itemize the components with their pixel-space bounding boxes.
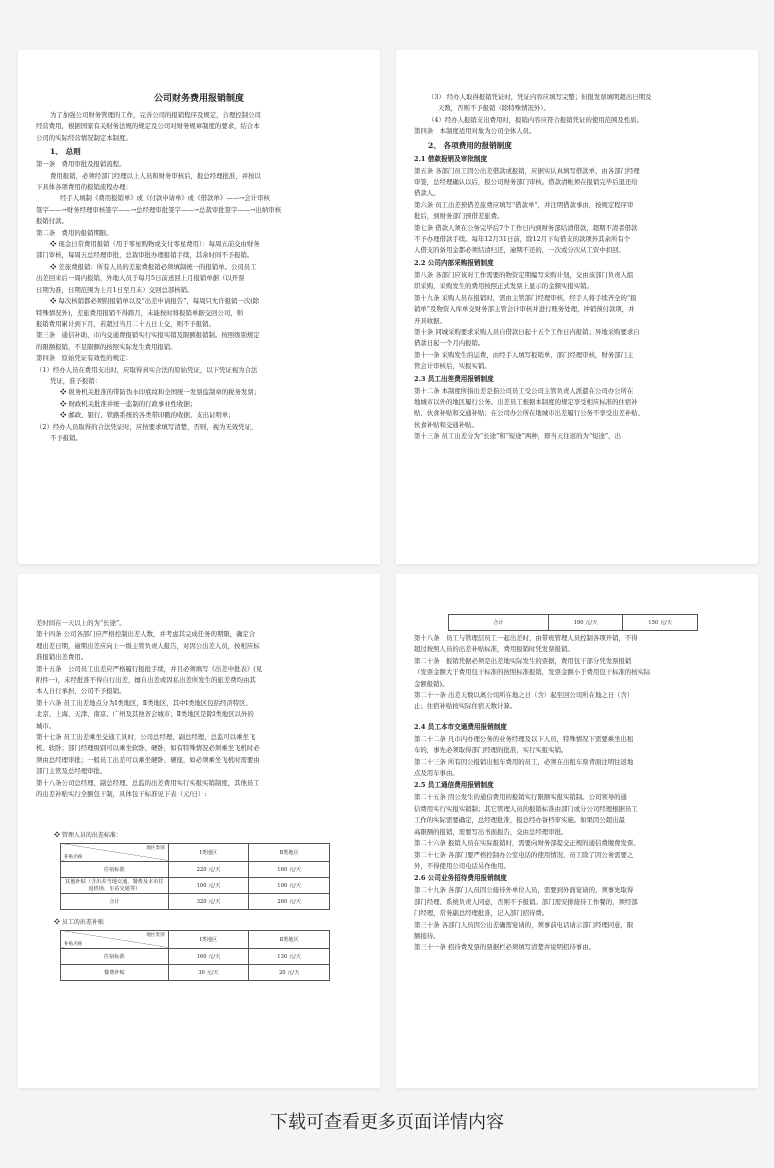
text-line: 2.1 借款报销及审批制度 [414,154,488,163]
text-line: 管会计审核后，实报实销。 [414,362,491,371]
text-line: 签字——→财务经理审核签字——→总经理审批签字——→总裁审批签字——→出纳审核 [36,205,282,214]
table-cell: 合计 [61,893,169,909]
text-line: 额接待。 [414,931,440,940]
text-line: 2.2 公司内部采购报销制度 [414,258,494,267]
text-line: ❖ 税务机关批准的带防伪水印底纹和全国统一发票监制章的税务发票； [60,388,261,397]
text-line: 第十九条 采购人员在报销时，需由主管部门经理审核，经手人将手续齐全的“报 [414,293,637,302]
table-header-cell: Ⅱ类地区 [249,930,330,948]
text-line: 2.3 员工出差费用报销制度 [414,374,494,383]
text-line: 第十二条 本制度所指出差是指公司员工受公司主管负责人派遣在公司办公所在 [414,386,634,395]
corner-top-label: 地区类别 [146,932,165,938]
text-line: 借款日起一个月内报销。 [414,339,485,348]
table-cell: 合计 [449,615,549,631]
text-line: 北京、上海、天津、南京、广州及其他省会城市；Ⅱ类地区是除Ⅰ类地区以外的 [36,710,254,719]
text-line: 第二十一条 出差天数以离公司所在地之日（含）起至回公司所在地之日（含） [414,691,634,700]
text-line: 第四条 原始凭证有效性的规定： [36,354,132,363]
corner-top-label: 地区类别 [146,845,165,851]
text-line: 金额报销)。 [414,679,449,688]
text-line: 第八条 各部门应该对工作需要的物资定期编写采购计划，交由该部门负责人组 [414,270,634,279]
page-4-body [414,633,740,954]
text-line: ❖ 每次核销都必须附报销单以及“出差申请报告”，每周只允许报销一次(除 [50,297,260,306]
text-line: ❖ 现金日常费用报销（用于零星购物或支付零星费用）：每周五前交由财务 [50,240,260,249]
staff-allowance-table [60,930,330,981]
text-line: 第一条 费用审批及报销流程。 [36,160,126,169]
text-line: 第十四条 公司各部门应严格控制出差人数，并考虑其完成任务的期限，确定合 [36,630,256,639]
text-line: 第七条 借款人须在公务完毕后7个工作日内到财务部结清借款，超期不清者借款 [414,223,638,232]
table-row [449,615,698,631]
document-page-4 [396,574,758,1088]
text-line: 贴、伙食补贴和交通补贴；在公司办公所在地城市出差履行公务不享受出差补贴、 [414,409,645,418]
table-corner-cell [61,843,169,861]
text-line: 日期为准，日期范围为上月1日至月末）交回总部核销。 [36,285,194,294]
text-line: 第十一条 采购发生的运费，由经手人填写报销单，部门经理审核，财务部门主 [414,350,634,359]
text-line: 本人自行承担，公司不予报销。 [36,687,126,696]
table-cell: 住宿标准 [61,948,169,964]
text-line: 部门经理、系统负责人同意，否则不予报销。部门需安排接待工作餐的，须经部 [414,897,638,906]
table-header-cell: Ⅰ类地区 [168,843,249,861]
text-line: 第二十六条 报销人员在实际报销时，需要向财务部提交正规的通信费缴费发票。 [414,839,640,848]
text-line: 审签，总经理确认以后，报公司财务部门审核。借款清帐须在报销完毕后退还给 [414,178,638,187]
text-line: 下具体各项费用的报销流程办理： [36,183,132,192]
text-line: 2.6 公司业务招待费用报销制度 [414,874,507,883]
text-line: 机、软卧；部门经理级别可以乘坐软卧、硬卧，如有特殊情况必须乘坐飞机时必 [36,744,260,753]
text-line: （3） 经办人取得报销凭证时，凭证内容应填写完整；但报发票填明超出日期及 [428,93,652,101]
document-title: 公司财务费用报销制度 [153,94,244,104]
text-line: 附件一)，未经批准不得自行出差，擅自出差或因私出差所发生的旅差费均由其 [36,676,256,685]
text-line: ❖ 财政机关批准并统一监制的行政事业性收据； [60,399,197,408]
table-row [61,877,330,893]
text-line: 借款人。 [414,189,440,198]
text-line: 准报销出差费用。 [36,653,88,662]
table-header-row [61,930,330,948]
text-line: 信费用实行实报实销制；其它管理人员的报销标准由部门或分公司经理根据员工 [414,804,638,813]
text-line: 第三十一条 招待费发票的票据栏必须填写清楚并说明招待事由。 [414,943,595,952]
text-line: 销单”及物资入库单交财务部主管会计审核并进行账务处理，冲销预付款项，并 [414,305,635,314]
table-cell: 住宿标准 [61,861,169,877]
table-cell: 100 元/天 [168,877,249,893]
text-line: （1）经办人员在费用支出时，应取得真实合法的原始凭证，以下凭证视为合法 [36,365,258,374]
table-row [61,893,330,909]
table-cell: 30 元/天 [168,964,249,980]
text-line: 不予办理借款手续。每年12月31日前，除12月下旬借支的款项外其余所有个 [414,235,631,244]
text-line: 凭证，准予报销： [50,376,102,385]
table-cell: 20 元/天 [249,964,330,980]
table-cell: 150 元/天 [623,615,698,631]
text-line: 经营费用，根据国家有关财务法规的规定及公司对财务规章制度的要求，结合本 [36,122,260,131]
text-line: 2、 各项费用的报销制度 [428,140,512,150]
page-3-body [36,618,362,801]
text-line: 门经理，常务副总经理批准，记入部门招待费。 [414,909,549,918]
text-line: 人借支的备用金都必须结清归还，逾期不还的，一次或分次从工资中扣回。 [414,246,625,255]
text-line: 第十五条 公司员工出差应严格履行报批手续，并且必须填写《出差申批表》(见 [36,664,263,673]
table-cell: 220 元/天 [168,861,249,877]
text-line: 部门审核，每周五总经理审批，总裁审批办理报销手续，其余时间不予报销。 [36,251,254,260]
text-line: 公司的实际经营情况制定本制度。 [36,133,132,142]
text-line: 的出差补贴实行全额包干制，具体包干标准见下表（元/日）: [36,790,207,799]
text-line: 第二十七条 各部门要严格控制办公室电话的使用情况，员工除了因公务需要之 [414,850,634,859]
table-header-cell: Ⅱ类地区 [249,843,330,861]
text-line: 第十六条 员工出差地点分为Ⅰ类地区，Ⅱ类地区，其中Ⅰ类地区包括经济特区、 [36,698,252,707]
continued-table [448,614,698,631]
text-line: 天数，否则不予报销（除特殊情况外）。 [438,104,550,113]
text-line: （4）经办人报销支出费用时，报销内容应符合报销凭证的使用范围及性质。 [428,115,643,124]
text-line: 车的，事先必须取得部门经理的批准，实行实报实销。 [414,746,568,755]
text-line: 第二十二条 凡市内办理公务的业务经理及以下人员，特殊情况下需要乘坐出租 [414,734,634,743]
text-line: 第二十条 报销凭据必须是出差地实际发生的票据，费用包干部分凭发票报销 [414,656,632,665]
text-line: 第十八条 员工与管理层员工一起出差时，由带班管理人员控制各项开销，不得 [414,634,638,642]
table2-label: ❖ 员工的出差补贴 [54,918,104,926]
page-1-body [36,110,362,444]
text-line: 1、 总则 [50,147,81,157]
table-cell: 190 元/天 [548,615,623,631]
text-line: 开具收据。 [414,316,446,325]
text-line: 高限额的报销，需要写出书面报告，交由总经理审批。 [414,827,568,836]
table-cell: 320 元/天 [168,893,249,909]
table1-label: ❖ 管理人员的出差标准： [54,831,122,839]
page-2-body [414,92,740,443]
text-line: 报销费用累计到下月，若超过当月二十五日上交，则不予报销。 [36,319,215,328]
table-row [61,948,330,964]
text-line: 第五条 各部门员工因公出差借款或报销，应据实认真填写借款单，由各部门经理 [414,166,640,175]
text-line: 批后，到财务部门预借差旅费。 [414,212,504,221]
text-line: 不予报销。 [50,433,82,442]
text-line: 费用报销，必须经部门经理以上人员和财务审核后，报总经理批准，并按以 [50,171,261,180]
text-line: 第二十三条 所有因公报销出租车费用的员工，必须在出租车票背面注明往返地 [414,757,634,766]
corner-bottom-label: 补贴名称 [64,854,83,860]
table-cell: 260 元/天 [249,893,330,909]
text-line: 城市。 [36,721,56,730]
text-line: 第二十五条 因公发生的通信费用的报销实行限额实报实销制。公司领导的通 [414,793,627,802]
table-header-row [61,843,330,861]
table-cell: 130 元/天 [249,948,330,964]
text-line: 2.4 员工本市交通费用报销制度 [414,722,507,731]
text-line: 部门主管及总经理审批。 [36,767,107,776]
table-row [61,861,330,877]
text-line: 点及用车事由。 [414,769,459,778]
text-line [414,713,740,721]
text-line: 超过按照人员的出差补贴标准，费用报销时凭发票报销。 [414,645,574,654]
table-header-cell: Ⅰ类地区 [168,930,249,948]
text-line: 第三条 通信补助、市内交通费报销实行实报实销及限额报销制。按照级别规定 [36,331,260,340]
text-line: 出差回来后一周内报销，外地人员于每月5日前送回上月报销单据（以开票 [36,274,245,283]
table-cell: 160 元/天 [168,948,249,964]
table-row [61,964,330,980]
corner-bottom-label: 补贴名称 [64,941,83,947]
text-line: 第二十九条 各部门人员因公接待外单位人员，需要到外面宴请的，须事先取得 [414,886,634,895]
text-line: 外，不得使用公司电话另作他用。 [414,861,510,870]
table-cell: 160 元/天 [249,861,330,877]
text-line: 第六条 员工出差预借差旅费应填写“借款单”，并注明借款事由，按规定程序审 [414,200,634,209]
manager-allowance-table [60,843,330,910]
table-cell: 100 元/天 [249,877,330,893]
table-corner-cell [61,930,169,948]
text-line: （2）经办人员取得的合法凭证时，应按要求填写清楚，否则，视为无效凭证， [36,422,258,431]
text-line: 特殊情况外)，差旅费用报销不得跨月，未能按时将报销单据交回公司，则 [36,308,243,317]
text-line: 理出差日期，逾期出差应向上一级主管负责人报告，对因公出差人员，按相应标 [36,641,260,650]
text-line: 差时间在一天以上的为“长途”。 [36,619,126,627]
text-line: ❖ 邮政、银行、铁路系统的各类带印戳的收据、支出证明单； [60,411,235,420]
text-line: 第二条 费用的报销期限。 [36,228,113,237]
document-page-1 [18,50,380,564]
text-line: 报销付款。 [36,217,68,226]
text-line: 工作的实际需要确定，总经理批准，报总经办备档审实施。如果因公超出最 [414,816,625,825]
text-line: 须由总经理审批；一般员工出差可以乘坐硬卧、硬座，如必须乘坐飞机时需要由 [36,755,260,764]
text-line: 织采购，采购发生的费用按照正式发票上显示的金额实报实销。 [414,282,593,291]
text-line: 2.5 员工通信费用报销制度 [414,781,494,790]
text-line: 为了加强公司财务管理的工作，完善公司的报销程序及规定，合理控制公司 [50,111,261,119]
text-line: 第四条 本制度适用对象为公司全体人员。 [414,127,536,136]
document-page-3 [18,574,380,1088]
text-line: 伙食补贴和交通补贴。 [414,420,478,429]
text-line: 地城市以外的地区履行公务。出差员工根据本制度的规定享受相应标准的住宿补 [414,397,638,406]
text-line: 第十三条 员工出差分为“长途”和“短途”两种，即当天往返的为“短途”，出 [414,432,621,441]
text-line: 的限额报销，不足限额的按照实际发生费用报销。 [36,342,177,351]
text-line: ❖ 差旅费报销：所有人员的差旅费报销必须填制统一的报销单。公司员工 [50,262,257,271]
text-line: 第十八条公司总经理、副总经理、总监的出差费用实行实报实销制度，其他员工 [36,778,260,787]
text-line: 第三十条 各部门人员因公出差确需宴请的，须事前电话请示部门经理同意，限 [414,920,634,929]
download-more-link[interactable]: 下载可查看更多页面详情内容 [270,1112,504,1133]
document-page-2 [396,50,758,564]
table-cell: 餐费补贴 [61,964,169,980]
text-line: 第十七条 员工出差乘坐交通工具时，公司总经理、副总经理、总监可以乘坐飞 [36,733,256,742]
text-line: 经手人填制《费用报销单》或《付款申请单》或《借款单》——→会计审核 [60,194,270,203]
table-cell: 其他补贴（含出差当地交通、餐费及本市往返机场、车站交通等） [61,877,169,893]
text-line: 止；住宿补贴按实际住宿天数计算。 [414,702,517,711]
text-line: （发票金额大于费用包干标准的按照标准报销，发票金额小于费用包干标准的按实际 [414,668,651,677]
text-line: 第十条 同城采购要求采购人员自借款日起十五个工作日内报销；异地采购要求自 [414,327,640,336]
